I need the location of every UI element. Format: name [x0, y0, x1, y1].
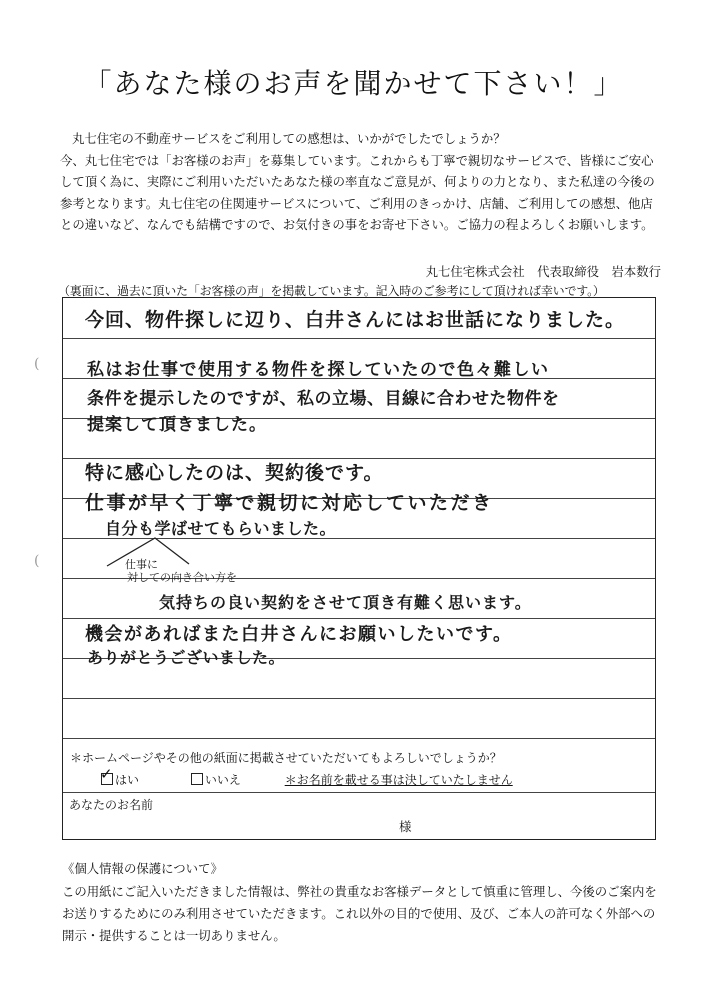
intro-text [60, 128, 672, 236]
no-label: いいえ [204, 773, 241, 787]
name-privacy-note: ＊お名前を載せる事は決していたしません [284, 773, 513, 787]
margin-mark: ( [34, 553, 40, 569]
handwritten-insert: 対しての向き合い方を [127, 571, 237, 584]
intro-line: との違いなど、なんでも結構ですので、お気付きの事をお寄せ下さい。ご協力の程よろしくお願いします。 [60, 217, 654, 232]
intro-line: 今、丸七住宅では「お客様のお声」を募集しています。これからも丁寧で親切なサービスで、皆様にご安心 [60, 152, 654, 168]
consent-yes-option[interactable] [100, 765, 140, 788]
ruled-line [63, 738, 655, 739]
no-checkbox[interactable] [191, 773, 203, 785]
handwritten-line: 特に感心したのは、契約後です。 [85, 462, 384, 484]
handwritten-line: 仕事が早く丁寧で親切に対応していただき [85, 492, 494, 514]
handwritten-line: 私はお仕事で使用する物件を探していたので色々難しい [87, 360, 550, 380]
margin-mark: ( [34, 356, 40, 372]
privacy-line: この用紙にご記入いただきました情報は、弊社の貴重なお客様データとして慎重に管理し、今後のご案内を [62, 884, 657, 899]
yes-checkbox[interactable] [100, 765, 113, 785]
check-mark-icon: ✓ [100, 765, 113, 783]
handwritten-line: 提案して頂きました。 [87, 415, 267, 435]
privacy-line: 開示・提供することは一切ありません。 [62, 928, 286, 943]
form-divider [63, 792, 655, 793]
privacy-title: 《個人情報の保護について》 [62, 861, 223, 876]
consent-options [100, 765, 513, 788]
page-title: 「あなた様のお声を聞かせて下さい！」 [83, 67, 624, 100]
yes-label: はい [115, 773, 140, 787]
handwritten-line: 自分も学ばせてもらいました。 [105, 519, 337, 538]
handwritten-insert: 仕事に [125, 558, 158, 571]
privacy-line: お送りするためにのみ利用させていただきます。これ以外の目的で使用、及び、ご本人の許可なく外部への [62, 906, 656, 921]
ruled-line [63, 618, 655, 619]
intro-line: 参考となります。丸七住宅の住関連サービスについて、ご利用のきっかけ、店舗、ご利用しての感想、他店 [60, 195, 653, 211]
handwritten-line: 気持ちの良い契約をさせて頂き有難く思います。 [159, 593, 532, 612]
handwritten-line: 機会があればまた白井さんにお願いしたいです。 [85, 624, 513, 645]
comment-form [62, 297, 656, 840]
handwritten-line: ありがとうございました。 [87, 648, 286, 667]
name-suffix: 様 [399, 819, 412, 834]
handwritten-line: 条件を提示したのですが、私の立場、目線に合わせた物件を [87, 389, 560, 409]
ruled-line [63, 698, 655, 699]
privacy-text [62, 881, 682, 947]
company-signature: 丸七住宅株式会社 代表取締役 岩本数行 [425, 264, 661, 279]
consent-question: ＊ホームページやその他の紙面に掲載させていただいてもよろしいでしょうか？ [70, 751, 502, 765]
insertion-caret [63, 298, 657, 598]
name-field-label: あなたのお名前 [69, 798, 154, 812]
reference-notice: （裏面に、過去に頂いた「お客様の声」を掲載しています。記入時のご参考にして頂ければ幸いです。） [58, 284, 605, 298]
intro-line: 丸七住宅の不動産サービスをご利用しての感想は、いかがでしたでしょうか？ [72, 131, 506, 146]
intro-line: して頂く為に、実際にご利用いただいたあなた様の率直なご意見が、何よりの力となり、また私達の今後の [60, 174, 655, 189]
consent-no-option[interactable] [191, 771, 241, 788]
handwritten-line: 今回、物件探しに辺り、白井さんにはお世話になりました。 [85, 309, 626, 331]
